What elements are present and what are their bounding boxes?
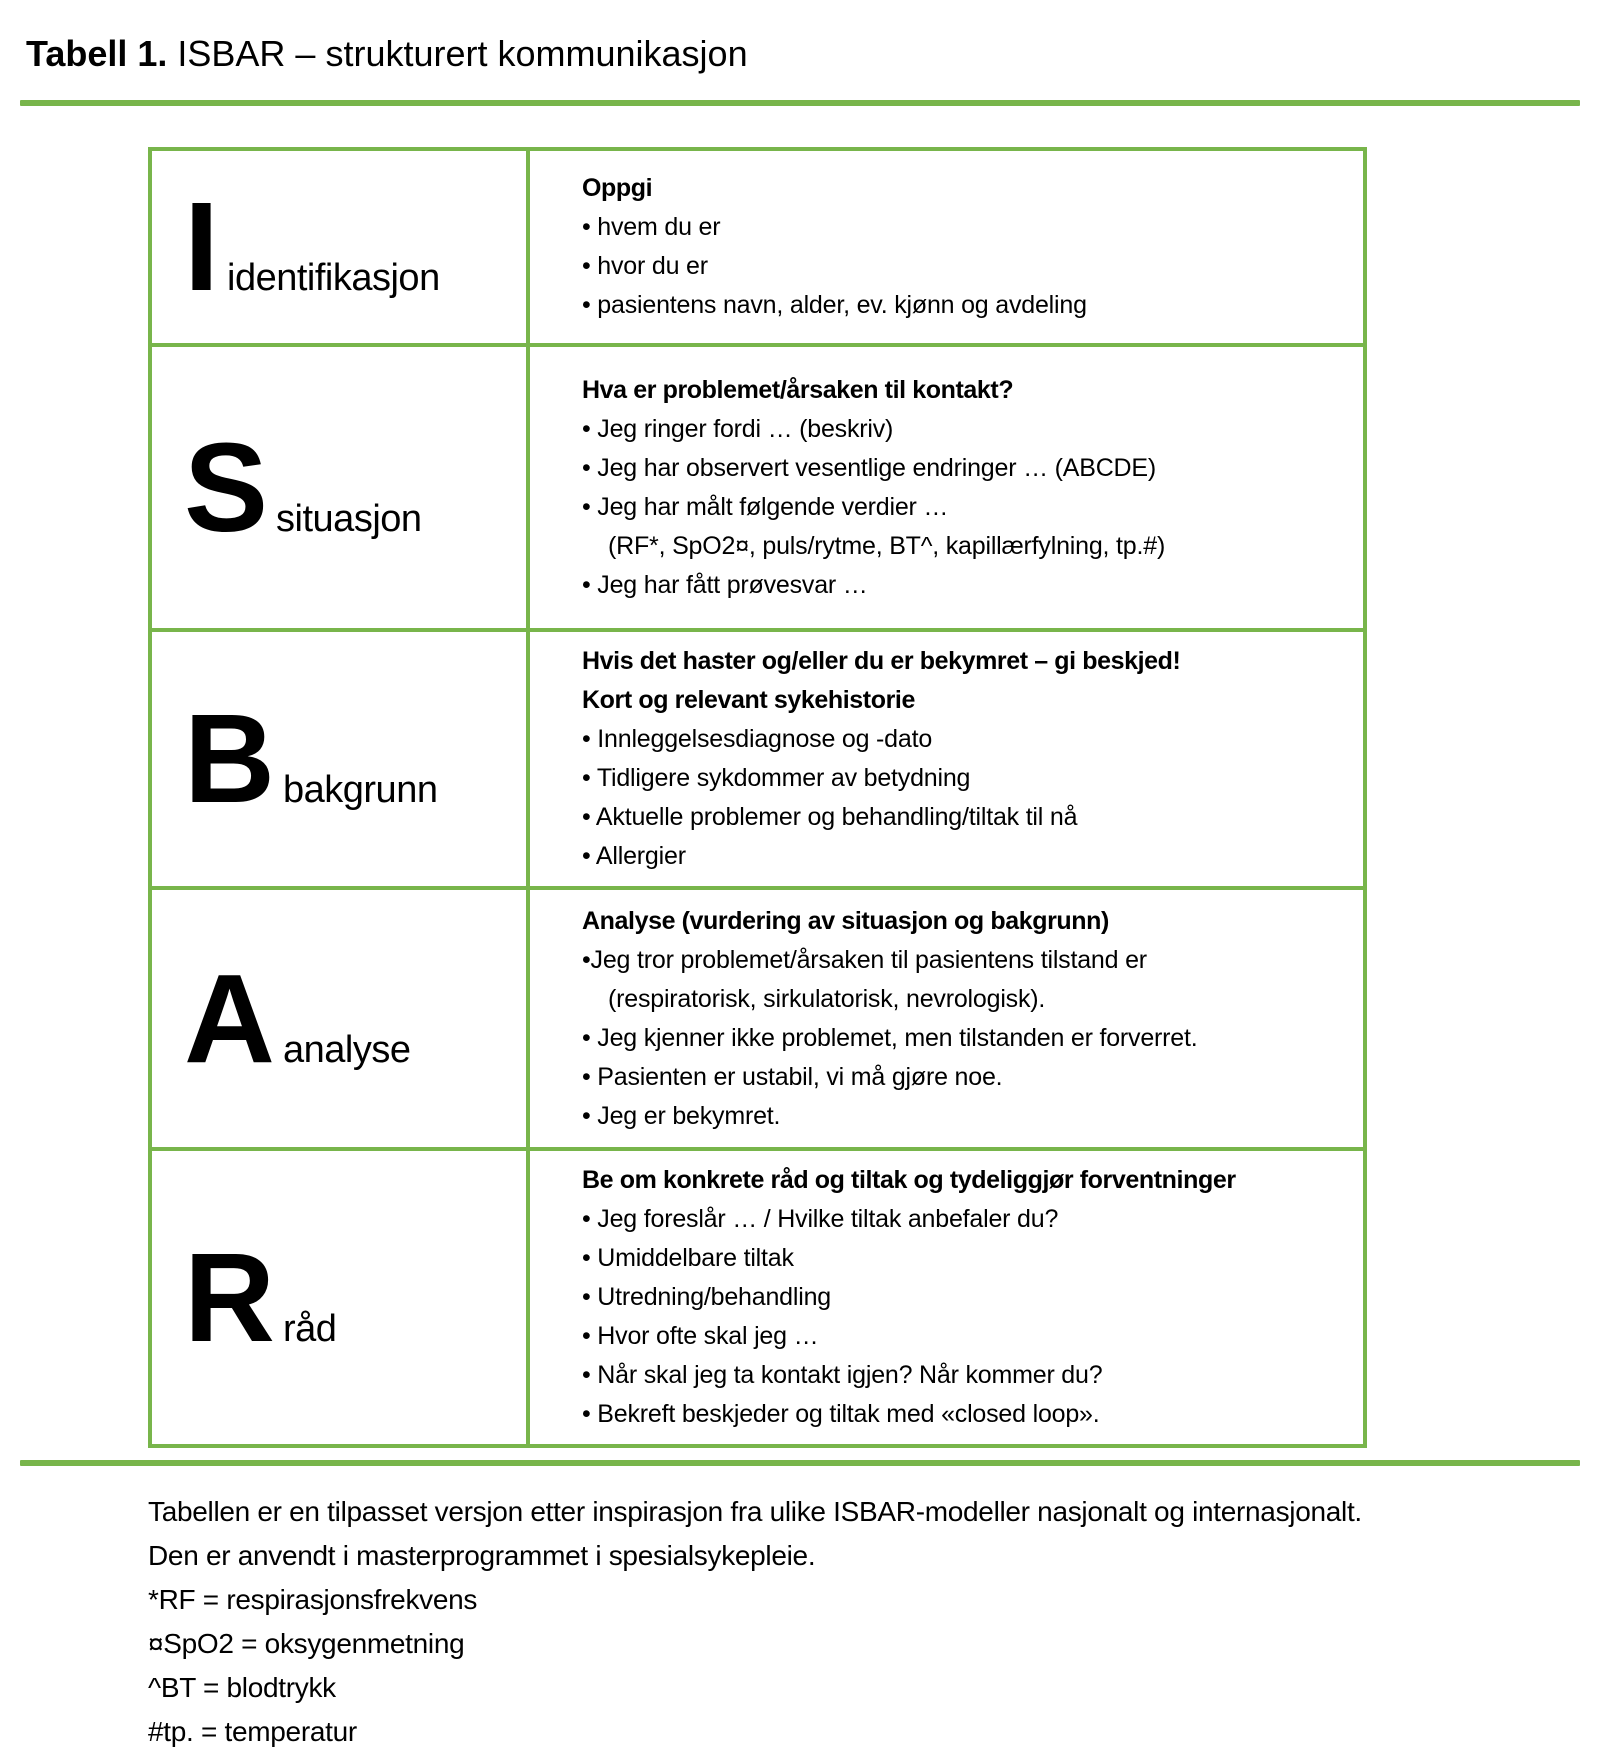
cell-text-line: • Aktuelle problemer og behandling/tiltak til nå [582, 803, 1078, 831]
row-big-letter: B [184, 688, 273, 830]
row-word: råd [283, 1307, 337, 1350]
row-big-letter: R [184, 1226, 273, 1368]
row-content-cell [528, 888, 1365, 1149]
cell-text-line: (respiratorisk, sirkulatorisk, nevrologisk). [608, 984, 1046, 1013]
table-caption [26, 32, 748, 75]
cell-heading-line: Hva er problemet/årsaken til kontakt? [582, 375, 1014, 404]
footnote-line: *RF = respirasjonsfrekvens [148, 1584, 478, 1615]
cell-text-line: • hvem du er [582, 213, 721, 241]
cell-text-line: • Jeg foreslår … / Hvilke tiltak anbefaler du? [582, 1205, 1059, 1233]
caption-label: Tabell 1. [26, 33, 168, 74]
cell-heading-line: Hvis det haster og/eller du er bekymret – gi beskjed! [582, 647, 1181, 675]
cell-text-line: •Jeg tror problemet/årsaken til pasientens tilstand er [582, 945, 1147, 974]
cell-text-line: • Innleggelsesdiagnose og -dato [582, 725, 933, 753]
isbar-table [148, 147, 1367, 1448]
row-content-cell [528, 1149, 1365, 1446]
isbar-row [150, 888, 1365, 1149]
cell-text-line: • Når skal jeg ta kontakt igjen? Når kommer du? [582, 1361, 1103, 1389]
row-word: identifikasjon [227, 257, 440, 300]
isbar-row [150, 345, 1365, 630]
isbar-row [150, 630, 1365, 888]
row-big-letter: I [184, 176, 218, 318]
letter-word-group [184, 688, 526, 830]
cell-text-line: • pasientens navn, alder, ev. kjønn og avdeling [582, 291, 1087, 319]
row-word: analyse [283, 1028, 411, 1071]
row-letter-cell [150, 630, 528, 888]
row-letter-cell [150, 345, 528, 630]
row-word: situasjon [276, 497, 422, 540]
letter-word-group [184, 947, 526, 1089]
cell-text-line: • Utredning/behandling [582, 1283, 831, 1311]
cell-text-line: • Allergier [582, 842, 686, 870]
row-letter-cell [150, 149, 528, 345]
cell-text-line: • Jeg kjenner ikke problemet, men tilstanden er forverret. [582, 1023, 1198, 1052]
cell-text-line: • Jeg har fått prøvesvar … [582, 570, 868, 599]
letter-word-group [184, 1226, 526, 1368]
row-big-letter: S [184, 416, 267, 558]
letter-word-group [184, 416, 526, 558]
cell-text-line: • Jeg har observert vesentlige endringer … (ABCDE) [582, 453, 1157, 482]
cell-text-line: • Jeg har målt følgende verdier … [582, 492, 949, 521]
cell-text-line: • Jeg er bekymret. [582, 1101, 781, 1130]
cell-text-line: • Pasienten er ustabil, vi må gjøre noe. [582, 1062, 1003, 1091]
row-letter-cell [150, 888, 528, 1149]
cell-text-line: • Jeg ringer fordi … (beskriv) [582, 414, 894, 443]
isbar-row [150, 1149, 1365, 1446]
cell-heading-line: Analyse (vurdering av situasjon og bakgrunn) [582, 906, 1109, 935]
cell-text-line: • Hvor ofte skal jeg … [582, 1322, 819, 1350]
footnote-line: #tp. = temperatur [148, 1716, 357, 1747]
cell-text-line: • Umiddelbare tiltak [582, 1244, 794, 1272]
letter-word-group [184, 176, 526, 318]
cell-heading-line: Be om konkrete råd og tiltak og tydeliggjør forventninger [582, 1166, 1236, 1194]
footnote-line: ¤SpO2 = oksygenmetning [148, 1628, 465, 1659]
cell-heading-line: Oppgi [582, 174, 653, 202]
row-word: bakgrunn [283, 769, 438, 812]
cell-text-line: • hvor du er [582, 252, 708, 280]
row-content-cell [528, 630, 1365, 888]
row-letter-cell [150, 1149, 528, 1446]
row-big-letter: A [184, 947, 273, 1089]
footnotes-block [148, 1490, 1578, 1754]
footnote-line: Den er anvendt i masterprogrammet i spesialsykepleie. [148, 1540, 816, 1571]
row-content-cell [528, 149, 1365, 345]
footnote-line: Tabellen er en tilpasset versjon etter inspirasjon fra ulike ISBAR-modeller nasjonalt og internasjonalt. [148, 1496, 1362, 1527]
cell-text-line: • Bekreft beskjeder og tiltak med «closed loop». [582, 1400, 1100, 1428]
cell-heading-line: Kort og relevant sykehistorie [582, 686, 915, 714]
isbar-row [150, 149, 1365, 345]
cell-text-line: • Tidligere sykdommer av betydning [582, 764, 971, 792]
caption-title: ISBAR – strukturert kommunikasjon [177, 33, 748, 74]
footnote-line: ^BT = blodtrykk [148, 1672, 336, 1703]
top-divider-rule [20, 100, 1580, 106]
row-content-cell [528, 345, 1365, 630]
bottom-divider-rule [20, 1460, 1580, 1466]
cell-text-line: (RF*, SpO2¤, puls/rytme, BT^, kapillærfylning, tp.#) [608, 531, 1166, 560]
